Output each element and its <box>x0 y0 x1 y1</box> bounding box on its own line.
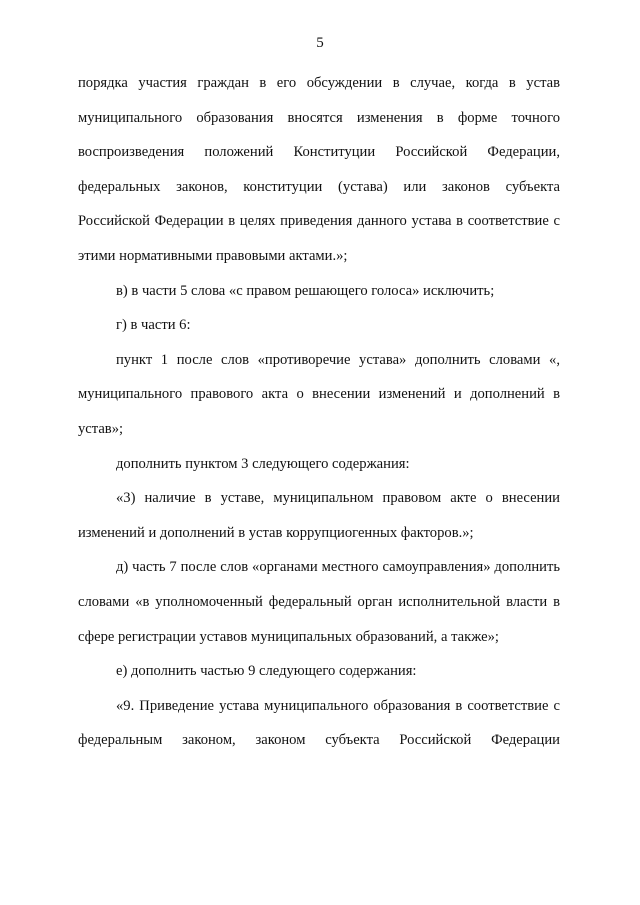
paragraph-9: «9. Приведение устава муниципального образования в соответствие с федеральным законом, законом субъекта Российской Федерации <box>78 697 560 749</box>
paragraph-2: в) в части 5 слова «с правом решающего голоса» исключить; <box>116 282 495 299</box>
paragraph-4: пункт 1 после слов «противоречие устава» дополнить словами «, муниципального правового акта о внесении изменений и дополнений в устав»; <box>78 351 560 437</box>
paragraph-8: е) дополнить частью 9 следующего содержания: <box>116 663 417 680</box>
paragraph-5: дополнить пунктом 3 следующего содержания: <box>116 455 410 472</box>
paragraph-3: г) в части 6: <box>116 317 191 334</box>
page-number: 5 <box>316 35 324 51</box>
paragraph-6: «3) наличие в уставе, муниципальном правовом акте о внесении изменений и дополнений в устав коррупциогенных факторов.»; <box>78 490 560 541</box>
paragraph-1: порядка участия граждан в его обсуждении в случае, когда в устав муниципального образования вносятся изменения в форме точного воспроизведения положений Конституции Российской Федерации, федеральных законов, конституции (устава) или законов субъекта Российской Федерации в целях приведения данного устава в соответствие с этими нормативными правовыми актами.»; <box>78 75 560 264</box>
document-body <box>78 66 560 758</box>
paragraph-7: д) часть 7 после слов «органами местного самоуправления» дополнить словами «в уполномоченный федеральный орган исполнительной власти в сфере регистрации уставов муниципальных образований, а также»; <box>78 559 560 645</box>
